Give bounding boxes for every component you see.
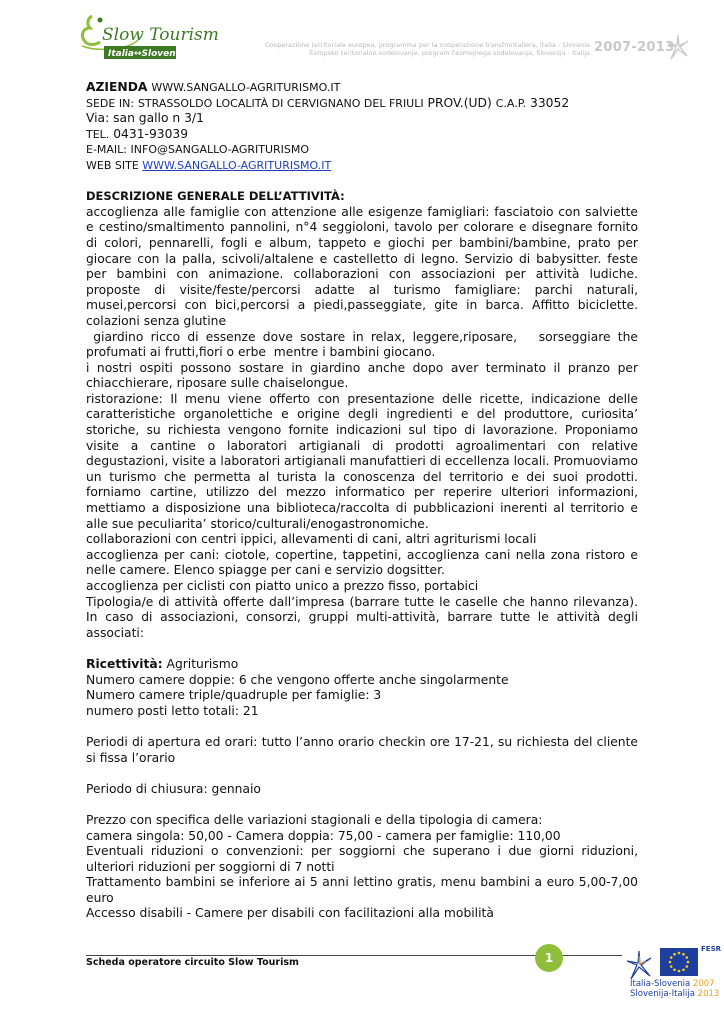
sede-label: SEDE IN: (86, 96, 135, 110)
star-icon (667, 34, 689, 64)
footer-label: Scheda operatore circuito Slow Tourism (86, 957, 299, 968)
descrizione-paragraph-3: i nostri ospiti possono sostare in giardino anche dopo aver terminato il pranzo per chiacchierare, riposare sulle chaiselongue. (86, 360, 638, 391)
azienda-value: WWW.SANGALLO-AGRITURISMO.IT (151, 81, 341, 94)
sede-value: STRASSOLDO LOCALITÀ DI CERVIGNANO DEL FRIULI (137, 96, 424, 110)
azienda-label: AZIENDA (86, 80, 148, 94)
logo-subtitle: Italia↔Slovenija (108, 49, 188, 59)
descrizione-paragraph-7: accoglienza per ciclisti con piatto unico a prezzo fisso, portabici (86, 579, 479, 593)
ricettivita-line (86, 657, 638, 673)
ricettivita-label: Ricettività: (86, 656, 163, 671)
email-label: E-MAIL: (86, 143, 128, 157)
cap-value: 33052 (530, 95, 570, 110)
descrizione-paragraph-6: accoglienza per cani: ciotole, copertine, tappetini, accoglienza cani nella zona ristoro e nelle camere. Elenco spiagge per cani e servizio dogsitter. (86, 547, 638, 578)
website-line (86, 158, 638, 174)
program-line-sl: Evropsko teritorialno sodelovanje, program čezmejnega sodelovanja, Slovenija - Italija (309, 48, 590, 57)
email-value: INFO@SANGALLO-AGRITURISMO (130, 143, 310, 157)
program-italia-slovenia-name: Italia-Slovenia (630, 979, 693, 989)
program-slovenija-italija (630, 990, 719, 999)
program-end-year: 2013 (697, 989, 720, 999)
program-line-it: Cooperazione territoriale europea, programma per la cooperazione transfrontaliera, Italia - Slovenia (264, 41, 590, 49)
fesr-label: FESR (701, 945, 721, 953)
cap-label: C.A.P. (495, 96, 527, 110)
tel-value: 0431-93039 (113, 126, 189, 141)
ricettivita-posti-letto: numero posti letto totali: 21 (86, 703, 259, 718)
descrizione-paragraph-4: ristorazione: Il menu viene offerto con presentazione delle ricette, indicazione delle caratteristiche organolettiche e origine degli ingredienti e del produttore, curiosita’ storiche, su richiesta vengono fornite indicazioni sul tipo di lavorazione. Proponiamo visite a cantine o laboratori artigianali di prodotti agroalimentari con relative degustazioni, visite a laboratori artigianali manufattieri di eccellenza locali. Promuoviamo un turismo che permetta al turista la conoscenza del territorio e dei suoi prodotti. forniamo cartine, utilizzo del mezzo informatico per reperire ulteriori informazioni, mettiamo a disposizione una biblioteca/raccolta di pubblicazioni inerenti al territorio e alle sue peculiarita’ storico/culturali/enogastronomiche. (86, 391, 638, 531)
logo-text: Slow Tourism (102, 25, 219, 45)
tel-line (86, 127, 638, 143)
ricettivita-triple: Numero camere triple/quadruple per famiglie: 3 (86, 688, 382, 703)
prezzi-riduzioni: Eventuali riduzioni o convenzioni: per soggiorni che superano i due giorni riduzioni, ulteriori riduzioni per soggiorni di 7 notti (86, 844, 638, 874)
tel-label: TEL. (86, 127, 110, 141)
operator-sheet-content (86, 80, 642, 922)
program-description (258, 42, 590, 57)
periodo-chiusura: Periodo di chiusura: gennaio (86, 781, 261, 796)
descrizione-paragraph-8: Tipologia/e di attività offerte dall’impresa (barrare tutte le caselle che hanno rilevanza). In caso di associazioni, consorzi, gruppi multi-attività, barrare tutte le attività degli associati: (86, 594, 638, 640)
azienda-line (86, 80, 638, 96)
prov-value: PROV.(UD) (427, 95, 492, 110)
program-italia-slovenia (630, 980, 715, 989)
accesso-disabili: Accesso disabili - Camere per disabili con facilitazioni alla mobilità (86, 906, 494, 921)
eu-flag-icon (660, 948, 698, 976)
prezzi-camere: camera singola: 50,00 - Camera doppia: 75,00 - camera per famiglie: 110,00 (86, 828, 561, 843)
sede-line (86, 96, 638, 112)
program-slovenija-italija-name: Slovenija-Italija (630, 989, 698, 999)
via-line: Via: san gallo n 3/1 (86, 111, 204, 126)
descrizione-heading: DESCRIZIONE GENERALE DELL’ATTIVITÀ: (86, 189, 345, 204)
slow-tourism-logo (78, 12, 219, 64)
prezzi-bambini: Trattamento bambini se inferiore ai 5 anni lettino gratis, menu bambini a euro 5,00-7,00 euro (86, 875, 638, 905)
ricettivita-value: Agriturismo (166, 656, 239, 671)
website-link[interactable]: WWW.SANGALLO-AGRITURISMO.IT (142, 158, 332, 172)
page-number: 1 (535, 944, 563, 972)
descrizione-paragraph-2: giardino ricco di essenze dove sostare in relax, leggere,riposare, sorseggiare the profumati ai frutti,fiori o erbe mentre i bambini giocano. (86, 329, 642, 360)
program-start-year: 2007 (692, 979, 715, 989)
descrizione-paragraph-5: collaborazioni con centri ippici, allevamenti di cani, altri agriturismi locali (86, 532, 537, 547)
ricettivita-doppie: Numero camere doppie: 6 che vengono offerte anche singolarmente (86, 672, 509, 687)
periodi-apertura: Periodi di apertura ed orari: tutto l’anno orario checkin ore 17-21, su richiesta del cliente si fissa l’orario (86, 734, 638, 765)
email-line (86, 142, 638, 158)
program-years: 2007-2013 (594, 40, 675, 55)
prezzi-heading: Prezzo con specifica delle variazioni stagionali e della tipologia di camera: (86, 812, 543, 827)
descrizione-paragraph-1: accoglienza alle famiglie con attenzione alle esigenze famigliari: fasciatoio con salviette e cestino/smaltimento pannolini, n°4 seggioloni, tavolo per colorare e disegnare fornito di colori, pennarelli, fogli e album, tappeto e giochi per bambini/bambine, prato per giocare con la palla, scivoli/altalene e castelletto di legno. Servizio di babysitter. feste per bambini con animazione. collaborazioni con associazioni per attività ludiche. proposte di visite/feste/percorsi adatte al turismo famigliare: parchi naturali, musei,percorsi con bici,percorsi a piedi,passeggiate, gite in barca. Affitto biciclette. colazioni senza glutine (86, 204, 638, 328)
website-label: WEB SITE (86, 158, 139, 172)
